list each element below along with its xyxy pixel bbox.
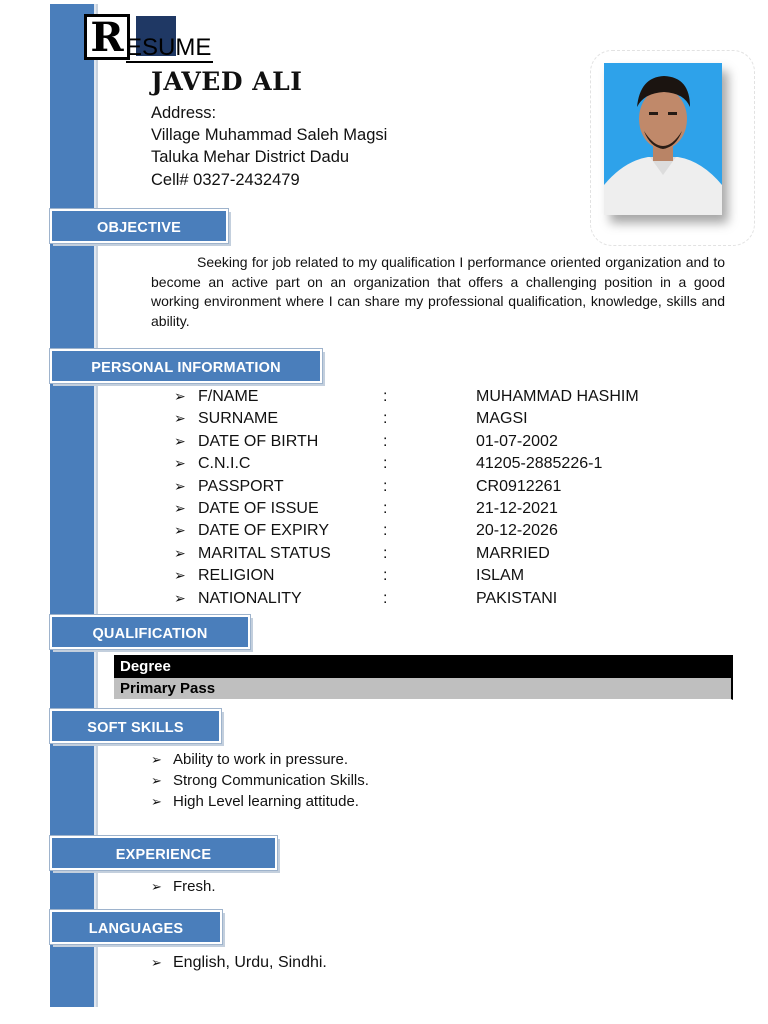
info-separator: : [383,567,388,585]
person-portrait-icon [604,63,722,215]
section-qualification: QUALIFICATION [50,615,250,649]
info-key: DATE OF ISSUE [198,500,319,517]
info-value: 01-07-2002 [476,432,558,450]
profile-photo [604,63,722,215]
list-item [151,954,327,972]
info-separator: : [383,388,388,405]
arrow-bullet-icon: ➢ [151,752,162,767]
info-key: DATE OF BIRTH [198,432,319,450]
qualification-row-label: Primary Pass [120,680,216,697]
arrow-bullet-icon: ➢ [174,522,186,539]
section-soft-skills: SOFT SKILLS [50,709,221,743]
info-value: ISLAM [476,567,525,585]
arrow-bullet-icon: ➢ [151,794,162,809]
arrow-bullet-icon: ➢ [174,455,186,472]
soft-skill-text: Strong Communication Skills. [173,772,369,789]
info-value: 21-12-2021 [476,500,558,517]
info-key: SURNAME [198,410,279,428]
info-separator: : [383,410,388,428]
info-value: CR0912261 [476,477,562,495]
table-row [174,567,674,589]
list-item [151,772,369,789]
arrow-bullet-icon: ➢ [174,567,186,584]
info-key: RELIGION [198,567,275,585]
info-separator: : [383,544,388,562]
table-row [174,478,674,500]
cell-number: Cell# 0327-2432479 [151,171,300,189]
info-separator: : [383,522,388,540]
table-row [174,500,674,522]
info-value: MARRIED [476,544,550,562]
info-key: MARITAL STATUS [198,544,331,562]
info-value: 41205-2885226-1 [476,455,603,473]
arrow-bullet-icon: ➢ [174,410,186,427]
list-item [151,793,359,810]
info-separator: : [383,455,388,473]
table-row [174,590,674,612]
table-row [174,388,674,410]
arrow-bullet-icon: ➢ [174,477,186,494]
arrow-bullet-icon: ➢ [151,879,162,894]
table-row [174,545,674,567]
qualification-table-header [114,655,733,678]
info-separator: : [383,589,388,607]
info-key: PASSPORT [198,477,284,495]
address-line-1: Village Muhammad Saleh Magsi [151,126,388,144]
arrow-bullet-icon: ➢ [174,500,186,516]
info-key: DATE OF EXPIRY [198,522,329,540]
objective-text [151,253,725,331]
info-separator: : [383,477,388,495]
resume-logo [82,14,214,62]
logo-initial: R [84,14,130,60]
table-row [174,410,674,432]
languages-text: English, Urdu, Sindhi. [173,954,327,971]
qualification-table-row [114,678,733,700]
section-experience: EXPERIENCE [50,836,277,870]
soft-skill-text: High Level learning attitude. [173,793,359,810]
address-line-2: Taluka Mehar District Dadu [151,148,350,166]
info-key: NATIONALITY [198,589,302,607]
info-key: F/NAME [198,388,259,405]
logo-text: ESUME [126,34,212,61]
arrow-bullet-icon: ➢ [174,589,186,606]
info-value: PAKISTANI [476,589,558,607]
section-languages: LANGUAGES [50,910,222,944]
info-separator: : [383,500,388,517]
arrow-bullet-icon: ➢ [151,773,162,788]
section-objective: OBJECTIVE [50,209,228,243]
info-value: 20-12-2026 [476,522,558,540]
table-row [174,433,674,455]
list-item [151,878,216,895]
candidate-name: JAVED ALI [151,67,303,96]
arrow-bullet-icon: ➢ [174,432,186,449]
table-row [174,522,674,544]
info-key: C.N.I.C [198,455,251,473]
info-value: MUHAMMAD HASHIM [476,388,639,405]
arrow-bullet-icon: ➢ [174,388,186,404]
address-label: Address: [151,104,217,122]
objective-body: Seeking for job related to my qualification I performance oriented organization and to become an active part on an organization that offers a challenging position in a good working environment where I can share my professional qualification, knowledge, skills and ability. [151,254,725,329]
experience-text: Fresh. [173,878,216,895]
info-value: MAGSI [476,410,528,428]
arrow-bullet-icon: ➢ [174,544,186,561]
table-row [174,455,674,477]
list-item [151,751,348,768]
arrow-bullet-icon: ➢ [151,955,162,970]
info-separator: : [383,432,388,450]
section-personal-information: PERSONAL INFORMATION [50,349,322,383]
qualification-header-label: Degree [120,658,171,675]
soft-skill-text: Ability to work in pressure. [173,751,349,768]
